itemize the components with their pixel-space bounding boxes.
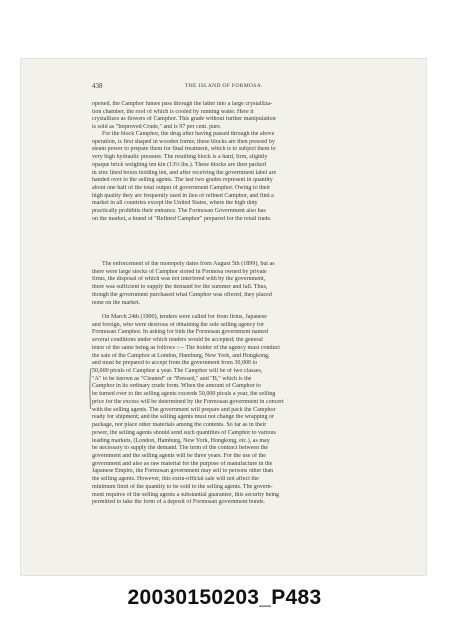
text-line: government and the selling agents will be three years. For the use of the — [92, 452, 266, 459]
text-line: ment requires of the selling agents a substantial guarantee, this security being — [92, 491, 280, 498]
text-line: leading markets, (London, Hamburg, New York, Hongkong, etc.), as may — [92, 437, 270, 444]
page-number: 438 — [92, 82, 103, 90]
pencil-margin-mark — [89, 368, 92, 409]
text-line: be turned over to the selling agents exceeds 50,000 piculs a year, the selling — [92, 391, 276, 398]
text-line: the selling agents. However, this extra-official sale will not affect the — [92, 476, 259, 483]
text-line: steam power to prepare them for final treatment, which is to subject them to — [92, 146, 276, 153]
text-line: tion chamber, the roof of which is cooled by running water. Here it — [92, 108, 254, 115]
text-line: though the government purchased what Camphor was offered, they placed — [92, 291, 272, 298]
text-line: several conditions under which tenders would be accepted; the general — [92, 337, 263, 344]
text-line: there was sufficient to supply the demand for the summer and fall. Thus, — [92, 284, 268, 291]
image-id-caption: 20030150203_P483 — [127, 586, 322, 609]
text-line: very high hydraulic pressure. The resulting block is a hard, firm, slightly — [92, 154, 268, 161]
text-line: on the market, a brand of "Refined Camphor" prepared for the retail trade. — [92, 215, 272, 222]
text-line: 50,000 piculs of Camphor a year. The Camphor will be of two classes, — [92, 368, 263, 375]
text-line: Japanese Empire, the Formosan government may sell to persons other than — [92, 468, 274, 475]
text-line: Formosan Camphor. In asking for bids the Formosan government named — [92, 329, 269, 336]
text-line: "A" to be known as "Cleaned" or "Pressed," and "B," which is the — [92, 375, 252, 382]
text-line: On March 24th (1900), tenders were called for from firms, Japanese — [102, 314, 267, 320]
running-head: THE ISLAND OF FORMOSA. — [185, 83, 263, 89]
text-line: The enforcement of the monopoly dates from August 5th (1899), but as — [102, 261, 275, 267]
text-line: Camphor in its ordinary crude form. When the amount of Camphor to — [92, 383, 261, 390]
text-line: market in all countries except the United States, where the high duty — [92, 200, 258, 207]
page-header — [92, 82, 357, 91]
text-line: government and also as raw material for the purpose of manufacture in the — [92, 460, 273, 467]
text-line: the sale of the Camphor at London, Hamburg, New York, and Hongkong, — [92, 352, 270, 359]
text-line: about one half of the total output of government Camphor. Owing to their — [92, 185, 271, 192]
text-line: firms, the disposal of which was not interfered with by the government, — [92, 276, 266, 283]
text-line: permitted to take the form of a deposit of Formosan government bonds. — [92, 499, 265, 506]
text-line: power, the selling agents should send such quantities of Camphor to various — [92, 429, 276, 436]
text-line: opaque brick weighing ten kin (13⅓ lbs.). These blocks are then packed — [92, 161, 266, 168]
text-line: and foreign, who were desirous of obtaining the sole selling agency for — [92, 321, 264, 328]
text-line: tenor of the same being as follows :— The holder of the agency must conduct — [92, 344, 280, 351]
text-line: crystallizes as flowers of Camphor. This grade without further manipulation — [92, 116, 276, 123]
text-line: is sold as "Improved Crude," and is 97 per cent. pure. — [92, 124, 222, 131]
text-line: with the selling agents. The government will prepare and pack the Camphor — [92, 406, 276, 413]
text-line: in zinc lined boxes holding ten, and after receiving the government label are — [92, 169, 277, 176]
text-line: there were large stocks of Camphor stored in Formosa owned by private — [92, 268, 267, 275]
text-line: ready for shipment; and the selling agents must not change the wrapping or — [92, 414, 275, 421]
text-line: price for the excess will be determined by the Formosan government in concert — [92, 398, 284, 405]
text-line: high quality they are frequently used in lieu of refined Camphor, and find a — [92, 192, 274, 199]
text-line: handed over to the selling agents. The last two grades represent in quantity — [92, 177, 273, 184]
text-line: be necessary to supply the demand. The term of the contract between the — [92, 445, 269, 452]
text-line: and must be prepared to accept from the government from 30,000 to — [92, 360, 258, 367]
text-line: package, nor place other materials among the contents. So far as in their — [92, 422, 267, 429]
text-line: For the block Camphor, the drug after having passed through the above — [102, 131, 275, 137]
text-line: operation, is first shaped in wooden forms; these blocks are then pressed by — [92, 138, 275, 145]
text-line: none on the market. — [92, 299, 141, 306]
text-line: opened, the Camphor fumes pass through the latter into a large crystalliza- — [92, 101, 273, 107]
text-line: practically prohibits their entrance. The Formosan Government also has — [92, 208, 266, 215]
text-line: minimum limit of the quantity to be sold to the selling agents. The govern- — [92, 483, 273, 490]
